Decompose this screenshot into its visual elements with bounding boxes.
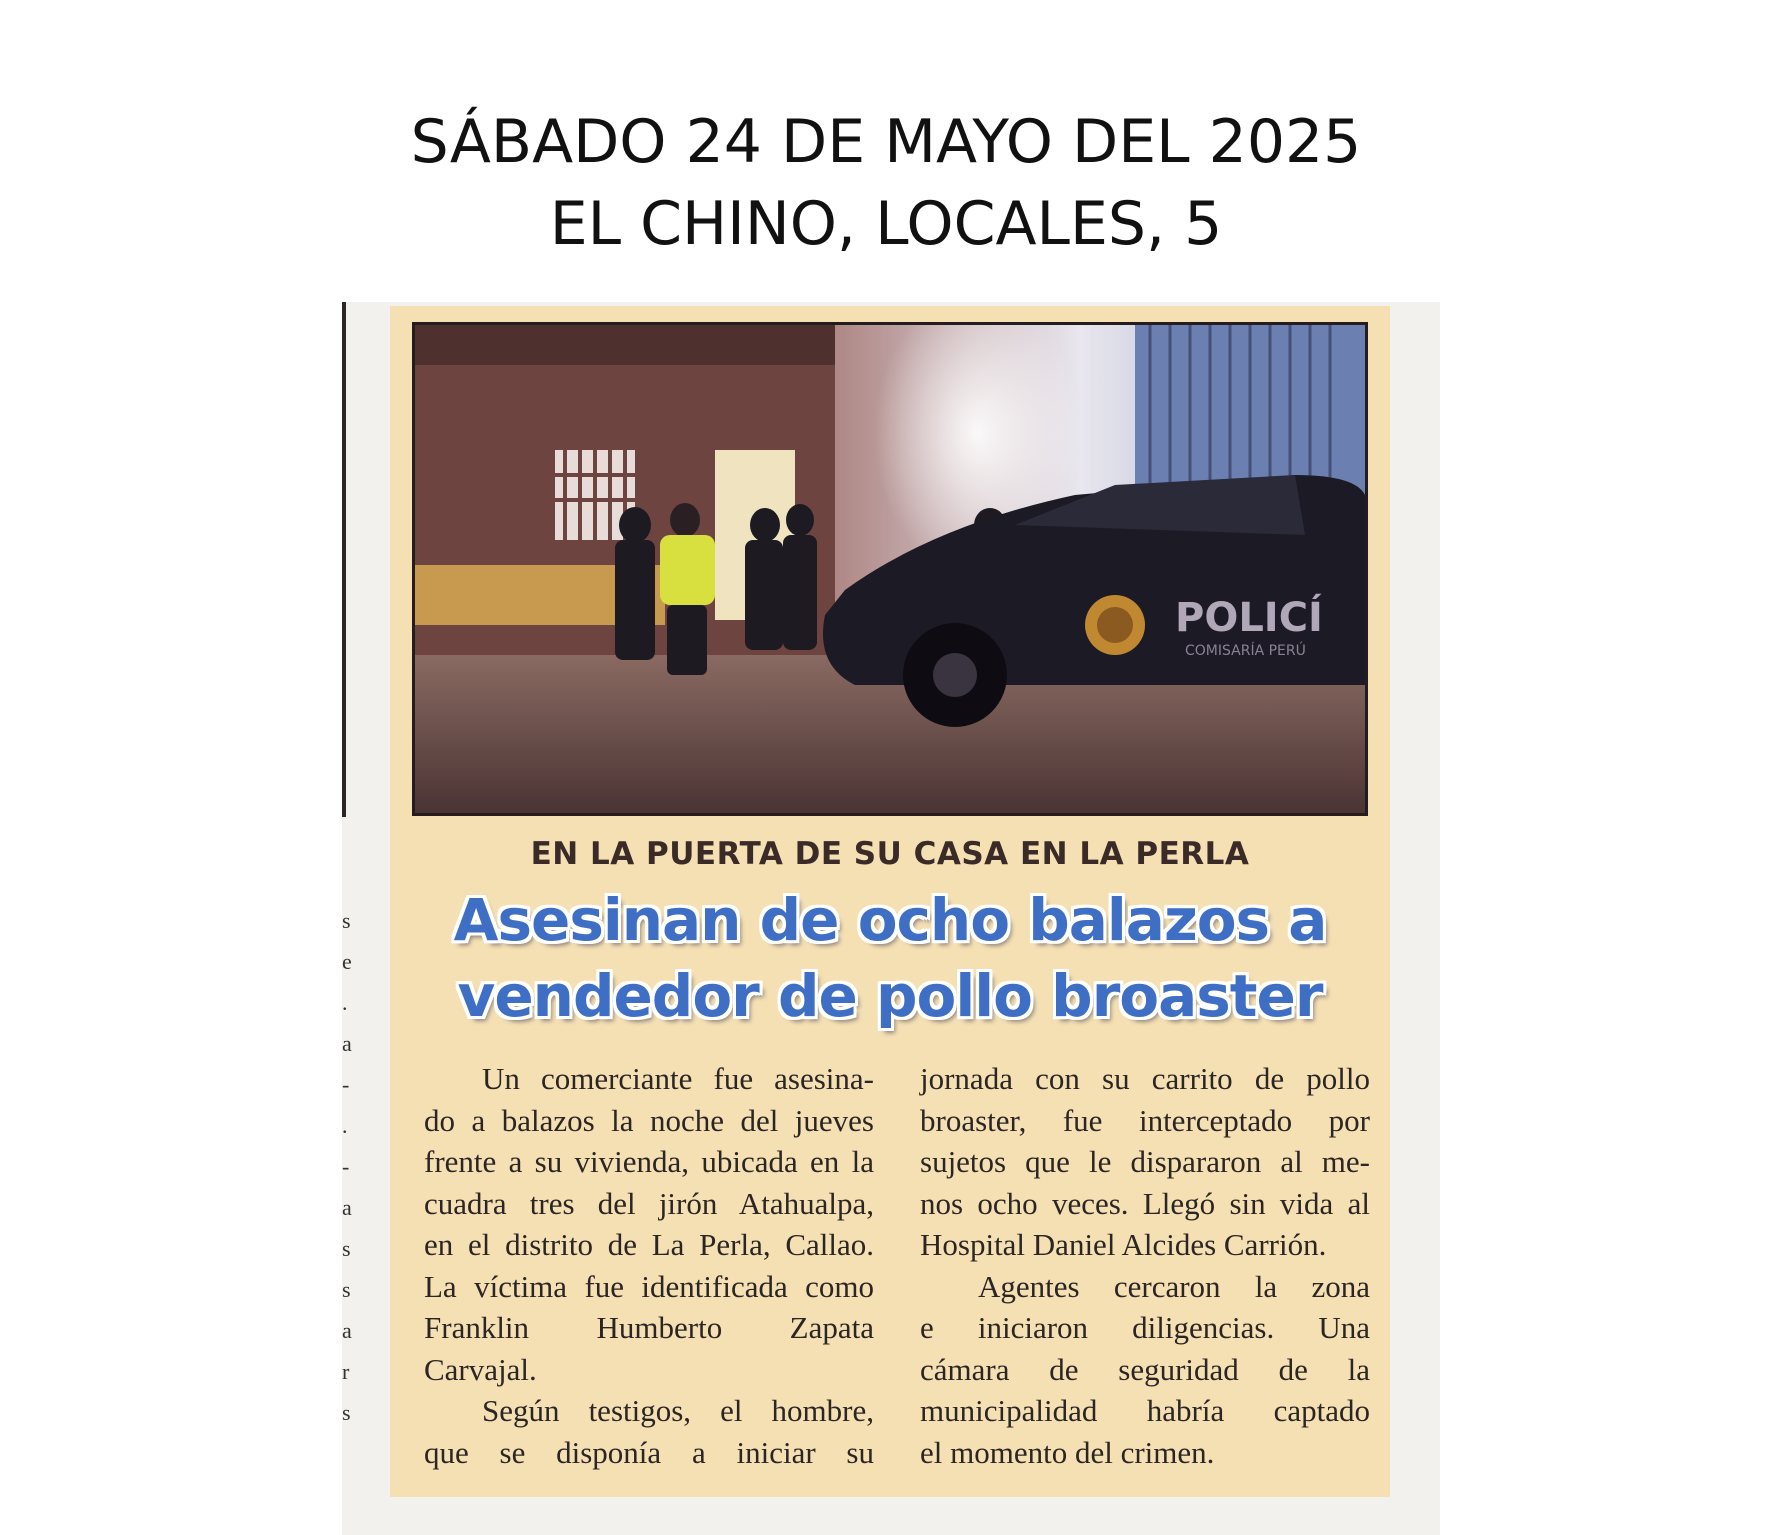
article-line: e iniciaron diligencias. Una — [920, 1310, 1370, 1345]
article-line: el momento del crimen. — [920, 1434, 1215, 1470]
neighbor-fragment: a — [342, 1318, 352, 1343]
neighbor-column-fragment — [342, 900, 356, 1440]
article-line: en el distrito de La Perla, Callao. — [424, 1227, 874, 1262]
neighbor-fragment: . — [342, 990, 348, 1015]
neighbor-fragment: - — [342, 1154, 350, 1179]
neighbor-fragment: s — [342, 1236, 351, 1261]
neighbor-fragment: - — [342, 1072, 350, 1097]
neighbor-fragment: e — [342, 949, 352, 974]
neighbor-fragment: . — [342, 1113, 348, 1138]
article-line: Agentes cercaron la zona — [978, 1268, 1370, 1304]
article-line: cuadra tres del jirón Atahualpa, — [424, 1185, 874, 1221]
article-line: sujetos que le dispararon al me- — [920, 1144, 1370, 1179]
article-line: Franklin Humberto Zapata — [424, 1310, 874, 1345]
article-line: Según testigos, el hombre, — [482, 1393, 874, 1428]
date-line: SÁBADO 24 DE MAYO DEL 2025 — [410, 107, 1362, 177]
neighbor-fragment: s — [342, 1277, 351, 1302]
article-line: jornada con su carrito de pollo — [920, 1061, 1370, 1096]
article-line: Un comerciante fue asesina- — [482, 1061, 874, 1096]
article-line: que se disponía a iniciar su — [424, 1434, 874, 1470]
article-line: broaster, fue interceptado por — [920, 1102, 1370, 1138]
headline-line-1: Asesinan de ocho balazos a — [453, 886, 1327, 954]
neighbor-fragment: s — [342, 1400, 351, 1425]
article-column-left — [424, 1058, 874, 1473]
neighbor-fragment: a — [342, 1031, 352, 1056]
police-scene-photo — [412, 322, 1368, 816]
article-line: Carvajal. — [424, 1351, 537, 1387]
neighbor-fragment: r — [342, 1359, 350, 1384]
patrol-car-subtext: COMISARÍA PERÚ — [1185, 643, 1306, 659]
article-column-right — [920, 1058, 1370, 1473]
article-line: frente a su vivienda, ubicada en la — [424, 1144, 874, 1179]
clipping-column-rule — [342, 302, 346, 817]
neighbor-fragment: s — [342, 908, 351, 933]
article-line: Hospital Daniel Alcides Carrión. — [920, 1227, 1327, 1262]
article-line: nos ocho veces. Llegó sin vida al — [920, 1185, 1370, 1221]
article-line: La víctima fue identificada como — [424, 1268, 874, 1304]
headline-line-2: vendedor de pollo broaster — [457, 962, 1323, 1030]
article-line: do a balazos la noche del jueves — [424, 1102, 874, 1138]
neighbor-fragment: a — [342, 1195, 352, 1220]
article-line: municipalidad habría captado — [920, 1393, 1370, 1428]
patrol-car-text: POLICÍ — [1175, 595, 1323, 641]
article-kicker: EN LA PUERTA DE SU CASA EN LA PERLA — [530, 836, 1250, 872]
source-line: EL CHINO, LOCALES, 5 — [549, 189, 1223, 259]
article-line: cámara de seguridad de la — [920, 1351, 1370, 1387]
